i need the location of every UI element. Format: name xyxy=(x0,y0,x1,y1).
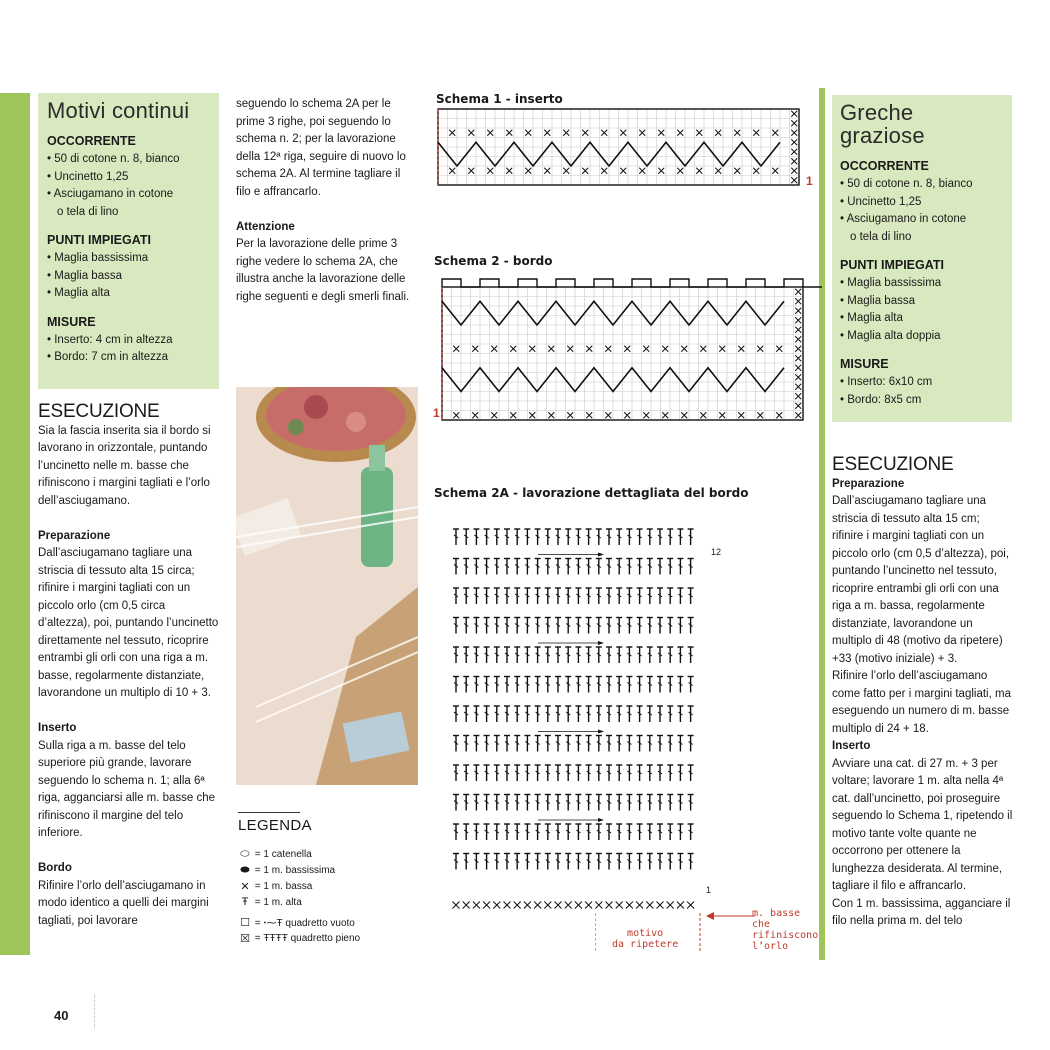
legend-title: LEGENDA xyxy=(238,817,312,834)
paragraph: Inserto Sulla riga a m. basse del telo superiore più grande, lavorare seguendo lo schema n. 1; alla 6ª riga, agganciarsi alle m. basse che rifiniscono il margine del telo inferiore. xyxy=(38,722,216,839)
paragraph: Con 1 m. bassissima, agganciare il filo nella prima m. del telo xyxy=(832,897,1011,927)
list-item: • Maglia alta doppia xyxy=(840,329,941,342)
list-item: o tela di lino xyxy=(850,230,912,243)
list-item: • 50 di cotone n. 8, bianco xyxy=(840,178,973,191)
schema-2a-row-1: 1 xyxy=(706,885,712,895)
left-green-bar xyxy=(0,93,30,955)
single-crochet-icon: ✕ xyxy=(240,880,250,893)
slip-stitch-icon: ⬬ xyxy=(240,863,250,876)
paragraph: seguendo lo schema 2A per le prime 3 righe, poi seguendo lo schema n. 2; per la lavorazione della 12ª riga, seguire di nuovo lo schema 2A. Al termine tagliare il filo e affrancarlo. xyxy=(236,98,406,198)
schema-1-label: Schema 1 - inserto xyxy=(436,92,563,106)
schema-2a-label: Schema 2A - lavorazione dettagliata del bordo xyxy=(434,486,749,500)
misure-heading: MISURE xyxy=(47,314,96,329)
schema-2a-chart xyxy=(448,515,708,955)
photo-illustration xyxy=(236,387,418,785)
left-text-column xyxy=(38,403,220,948)
occorrente-heading: OCCORRENTE xyxy=(47,134,136,149)
list-item: • Maglia alta xyxy=(47,287,110,300)
list-item: • Maglia alta xyxy=(840,312,903,325)
page-number: 40 xyxy=(54,1008,69,1023)
list-item: • Asciugamano in cotone xyxy=(47,188,174,201)
filled-square-icon: ☒ xyxy=(240,932,250,945)
section-title: ESECUZIONE xyxy=(38,401,160,422)
paragraph: Inserto Avviare una cat. di 27 m. + 3 per voltare; lavorare 1 m. alta nella 4ª cat. dall’uncinetto, poi proseguire seguendo lo Schema 1, ripetendo il motivo tante volte quante ne occorrono per ottenere la lunghezza desiderata. Al termine, tagliare il filo e affrancarlo. xyxy=(832,740,1013,892)
schema-2a-row-12: 12 xyxy=(711,547,722,557)
list-item: • Inserto: 4 cm in altezza xyxy=(47,333,173,346)
occorrente-heading: OCCORRENTE xyxy=(840,159,929,174)
legend xyxy=(238,812,418,946)
punti-heading: PUNTI IMPIEGATI xyxy=(840,258,944,273)
list-item: • Bordo: 8x5 cm xyxy=(840,393,922,406)
chain-icon: ⬭ xyxy=(240,847,250,860)
misure-heading: MISURE xyxy=(840,357,889,372)
empty-square-icon: ☐ xyxy=(240,916,250,929)
materials-panel-left xyxy=(38,93,219,389)
list-item: • Maglia bassa xyxy=(840,294,915,307)
panel-title: Greche graziose xyxy=(840,100,925,149)
list-item: • Inserto: 6x10 cm xyxy=(840,376,933,389)
punti-heading: PUNTI IMPIEGATI xyxy=(47,233,151,248)
legend-item: ☐ = ꞏ⁓Ŧ quadretto vuoto xyxy=(238,914,418,930)
section-title: ESECUZIONE xyxy=(832,454,954,475)
materials-panel-right xyxy=(832,95,1012,422)
schema-1-row-number: 1 xyxy=(806,174,813,188)
mid-text-column xyxy=(236,96,418,324)
right-green-bar xyxy=(819,88,825,960)
paragraph: Preparazione Dall’asciugamano tagliare una striscia di tessuto alta 15 circa; rifinire i margini tagliati con un piccolo orlo (cm 0,5 circa d’altezza), poi, puntando l’uncinetto direttamente nel tessuto, ricoprire entrambi gli orli con una riga a m. basse, regolarmente distanziate, lavorandone un multiplo di 10 + 3. xyxy=(38,529,219,699)
paragraph: Bordo Rifinire l’orlo dell’asciugamano in modo identico a quelli dei margini tagliati, poi lavorare xyxy=(38,862,209,927)
annotation-motivo: motivo da ripetere xyxy=(612,928,679,950)
schema-2-label: Schema 2 - bordo xyxy=(434,254,553,268)
schema-2-grid xyxy=(434,275,824,430)
paragraph: Sia la fascia inserita sia il bordo si lavorano in orizzontale, puntando l’uncinetto nelle m. basse che rifiniscono i margini tagliati e l’orlo dell’asciugamano. xyxy=(38,424,211,507)
list-item: • Bordo: 7 cm in altezza xyxy=(47,351,169,364)
right-text-column xyxy=(832,456,1014,931)
list-item: • Maglia bassissima xyxy=(840,277,942,290)
legend-item: ⬬ = 1 m. bassissima xyxy=(238,862,418,878)
list-item: • Uncinetto 1,25 xyxy=(840,195,922,208)
annotation-basse: m. basse che rifiniscono l’orlo xyxy=(752,908,819,952)
list-item: • Uncinetto 1,25 xyxy=(47,170,129,183)
paragraph: Rifinire l’orlo dell’asciugamano come fatto per i margini tagliati, ma eseguendo un numero di m. basse multiplo di 24 + 18. xyxy=(832,670,1011,735)
list-item: • 50 di cotone n. 8, bianco xyxy=(47,153,180,166)
paragraph: Preparazione Dall’asciugamano tagliare una striscia di tessuto alta 15 cm; rifinire i margini tagliati con un piccolo orlo (cm 0,5 d’altezza), poi, puntando l’uncinetto nel tessuto, ricoprire entrambi gli orli con una riga a m. bassa, regolarmente distanziate, lavorandone un multiplo di 48 (motivo da ripetere) +33 (motivo iniziale) + 3. xyxy=(832,477,1010,665)
list-item: o tela di lino xyxy=(57,205,119,218)
legend-item: ☒ = ŦŦŦŦ quadretto pieno xyxy=(238,930,418,946)
paragraph: Attenzione Per la lavorazione delle prime 3 righe vedere lo schema 2A, che illustra anche la lavorazione delle righe seguenti e degli smerli finali. xyxy=(236,220,410,303)
list-item: • Maglia bassa xyxy=(47,269,122,282)
list-item: • Asciugamano in cotone xyxy=(840,213,967,226)
list-item: • Maglia bassissima xyxy=(47,252,149,265)
schema-2-row-number: 1 xyxy=(433,406,440,420)
legend-item: Ŧ = 1 m. alta xyxy=(238,894,418,910)
double-crochet-icon: Ŧ xyxy=(241,896,249,908)
towel-photo xyxy=(236,387,418,785)
schema-1-grid xyxy=(434,105,824,195)
legend-item: ⬭ = 1 catenella xyxy=(238,846,418,862)
panel-title: Motivi continui xyxy=(47,98,190,123)
page-divider xyxy=(94,995,95,1029)
legend-item: ✕ = 1 m. bassa xyxy=(238,878,418,894)
